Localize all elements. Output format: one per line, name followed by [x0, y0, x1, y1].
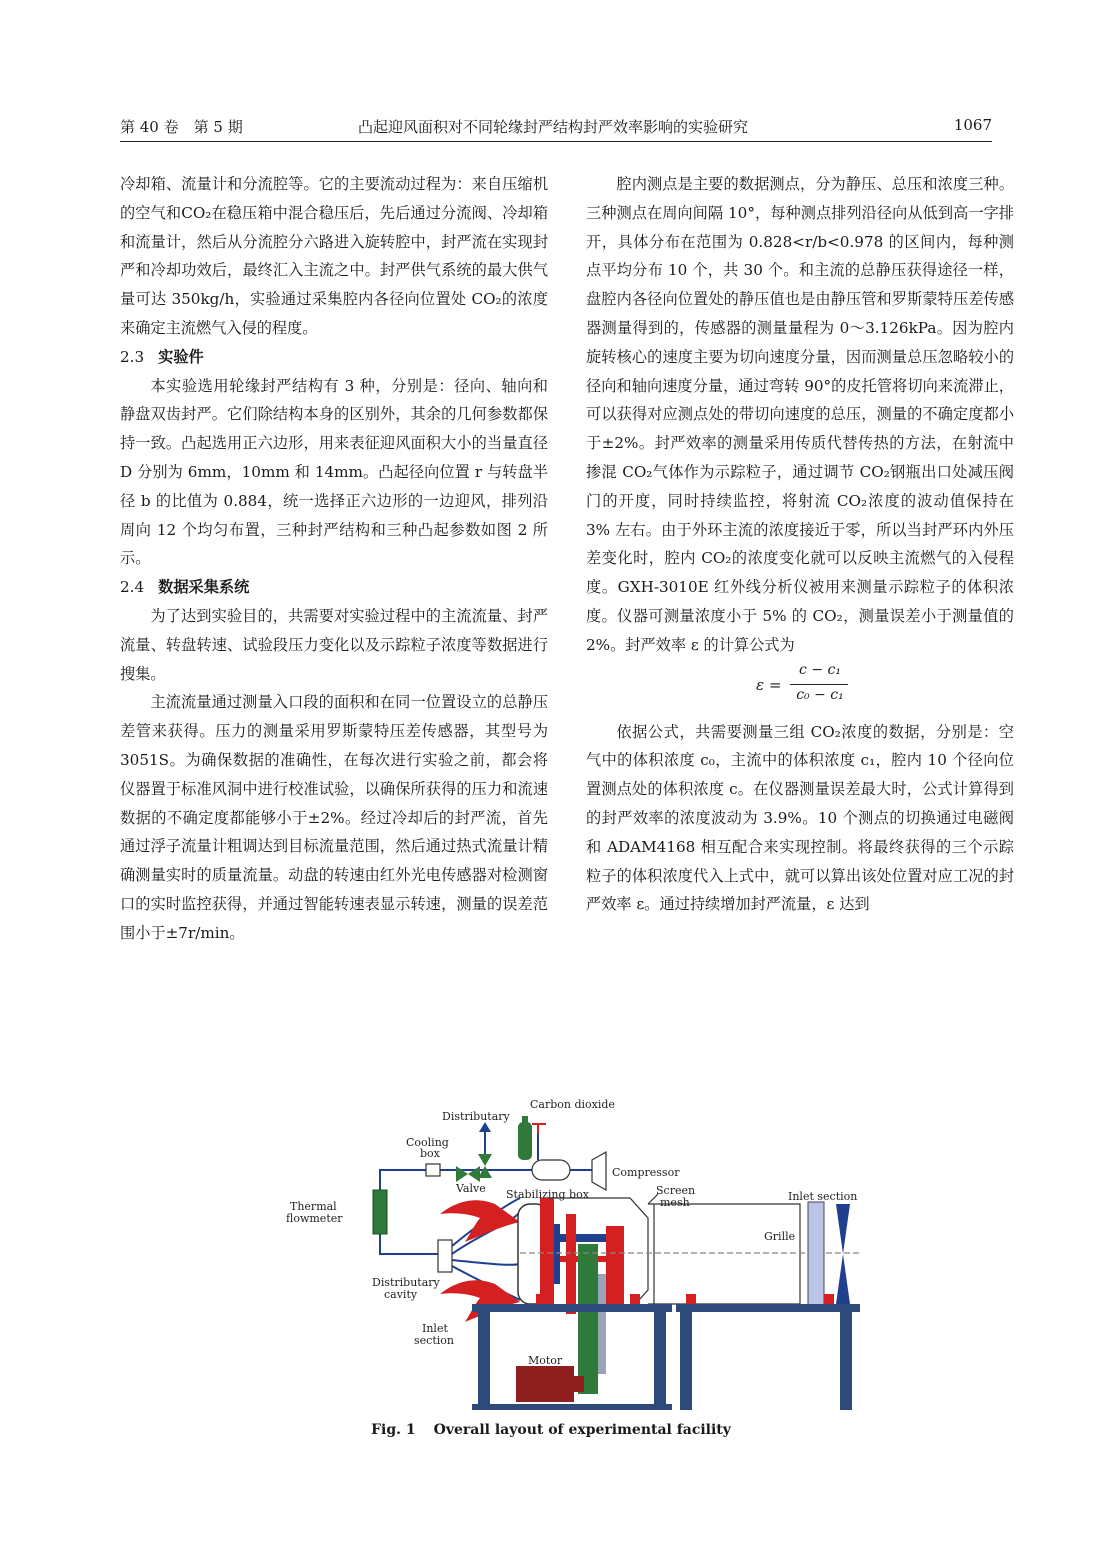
paragraph: 冷却箱、流量计和分流腔等。它的主要流动过程为：来自压缩机的空气和CO₂在稳压箱中混合稳压后，先后通过分流阀、冷却箱和流量计，然后从分流腔分六路进入旋转腔中，封严流在实现封严和冷却功效后，最终汇入主流之中。封严供气系统的最大供气量可达 350kg/h，实验通过采集腔内各径向位置处 CO₂的浓度来确定主流燃气入侵的程度。	[120, 175, 548, 337]
cooling-box	[426, 1164, 440, 1176]
label-valve: Valve	[456, 1182, 486, 1195]
formula-numerator: c − c₁	[799, 661, 841, 678]
paragraph: 主流流量通过测量入口段的面积和在同一位置设立的总静压差管来获得。压力的测量采用罗斯蒙特压差传感器，其型号为 3051S。为确保数据的准确性，在每次进行实验之前，都会将仪器置于标准风洞中进行校准试验，以确保所获得的压力和流速数据的不确定度都能够小于±2%。经过冷却后的封严流，首先通过浮子流量计粗调达到目标流量范围，然后通过热式流量计精确测量实时的质量流量。动盘的转速由红外光电传感器对检测窗口的实时监控获得，并通过智能转速表显示转速，测量的误差范围小于±7r/min。	[120, 693, 548, 942]
fraction-bar	[790, 684, 848, 685]
label-grille: Grille	[764, 1230, 796, 1243]
valve-icon	[456, 1166, 480, 1182]
caption-text: Overall layout of experimental facility	[433, 1422, 731, 1438]
co2-regulator	[532, 1124, 546, 1134]
label-distributary: Distributary	[442, 1110, 510, 1123]
running-header	[120, 116, 992, 140]
formula-lhs: ε =	[756, 675, 782, 694]
section-title: 数据采集系统	[158, 578, 250, 597]
label-box: box	[420, 1147, 440, 1160]
label-mesh: mesh	[660, 1196, 690, 1209]
distributary-valve-icon	[478, 1154, 492, 1178]
label-screen: Screen	[656, 1184, 696, 1197]
paragraph: 依据公式，共需要测量三组 CO₂浓度的数据，分别是：空气中的体积浓度 c₀，主流中的体积浓度 c₁，腔内 10 个径向位置测点处的体积浓度 c。在仪器测量误差最大时，公式计算得到的封严效率的浓度波动为 3.9%。10 个测点的切换通过电磁阀和 ADAM4168 相互配合来实现控制。将最终获得的三个示踪粒子的体积浓度代入上式中，就可以算出该处位置对应工况的封严效率 ε。通过持续增加封严流量，ε 达到	[586, 722, 1014, 914]
inflow-arrow-upper	[440, 1200, 520, 1242]
label-distributary-cavity-1: Distributary	[372, 1276, 440, 1289]
section-number: 2.4	[120, 578, 145, 597]
thermal-flowmeter	[373, 1190, 387, 1234]
label-carbon-dioxide: Carbon dioxide	[530, 1098, 615, 1111]
formula-denominator: c₀ − c₁	[796, 686, 844, 703]
header-rule	[120, 141, 992, 142]
label-flowmeter: flowmeter	[286, 1212, 343, 1225]
grille	[808, 1202, 824, 1306]
figure-1	[280, 1094, 860, 1414]
volume-issue: 第 40 卷 第 5 期	[120, 118, 243, 136]
label-motor: Motor	[528, 1354, 563, 1367]
stabilizing-box	[532, 1160, 570, 1180]
paragraph: 为了达到实验目的，共需要对实验过程中的主流流量、封严流量、转盘转速、试验段压力变化以及示踪粒子浓度等数据进行搜集。	[120, 606, 548, 683]
paragraph: 本实验选用轮缘封严结构有 3 种，分别是：径向、轴向和静盘双齿封严。它们除结构本身的区别外，其余的几何参数都保持一致。凸起选用正六边形，用来表征迎风面积大小的当量直径 D 分别为 6mm，10mm 和 14mm。凸起径向位置 r 与转盘半径 b 的比值为 0.884，统一选择正六边形的一边迎风，排列沿周向 12 个均匀布置，三种封严结构和三种凸起参数如图 2 所示。	[120, 376, 548, 568]
left-column	[120, 170, 548, 948]
distributary-cavity	[438, 1240, 452, 1272]
right-column	[586, 170, 1014, 919]
section-title: 实验件	[158, 347, 204, 366]
figure-caption	[0, 1422, 1102, 1438]
label-compressor: Compressor	[612, 1166, 680, 1179]
label-stabilizing-box: Stabilizing box	[506, 1188, 589, 1201]
label-section: section	[414, 1334, 454, 1347]
caption-number: Fig. 1	[371, 1422, 416, 1438]
label-cooling: Cooling	[406, 1136, 449, 1149]
label-inlet: Inlet	[422, 1322, 448, 1335]
running-title: 凸起迎风面积对不同轮缘封严结构封严效率影响的实验研究	[358, 118, 749, 136]
co2-cylinder	[518, 1122, 532, 1160]
page-number: 1067	[953, 116, 992, 134]
paragraph: 腔内测点是主要的数据测点，分为静压、总压和浓度三种。三种测点在周向间隔 10°，每种测点排列沿径向从低到高一字排开，具体分布在范围为 0.828<r/b<0.978 的区间内，每种测点平均分布 10 个，共 30 个。和主流的总静压获得途径一样，盘腔内各径向位置处的静压值也是由静压管和罗斯蒙特压差传感器测量得到的，传感器的测量量程为 0～3.126kPa。因为腔内旋转核心的速度主要为切向速度分量，因而测量总压忽略较小的径向和轴向速度分量，通过弯转 90°的皮托管将切向来流滞止，可以获得对应测点处的带切向速度的总压，测量的不确定度都小于±2%。封严效率的测量采用传质代替传热的方法，在射流中掺混 CO₂气体作为示踪粒子，通过调节 CO₂钢瓶出口处减压阀门的开度，同时持续监控，将射流 CO₂浓度的波动值保持在 3% 左右。由于外环主流的浓度接近于零，所以当封严环内外压差变化时，腔内 CO₂的浓度变化就可以反映主流燃气的入侵程度。GXH-3010E 红外线分析仪被用来测量示踪粒子的体积浓度。仪器可测量浓度小于 5% 的 CO₂，测量误差小于测量值的 2%。封严效率 ε 的计算公式为	[586, 175, 1014, 654]
label-inlet-section-right: Inlet section	[788, 1190, 858, 1203]
section-number: 2.3	[120, 347, 145, 366]
efficiency-formula	[586, 662, 1014, 712]
distributary-arrow	[479, 1122, 491, 1132]
section-heading-2-3	[120, 343, 548, 372]
facility-diagram	[280, 1094, 860, 1414]
compressor-icon	[592, 1152, 606, 1190]
label-thermal: Thermal	[290, 1200, 337, 1213]
section-heading-2-4	[120, 573, 548, 602]
label-distributary-cavity-2: cavity	[384, 1288, 418, 1301]
motor	[516, 1366, 574, 1402]
inlet-vane	[836, 1204, 850, 1304]
